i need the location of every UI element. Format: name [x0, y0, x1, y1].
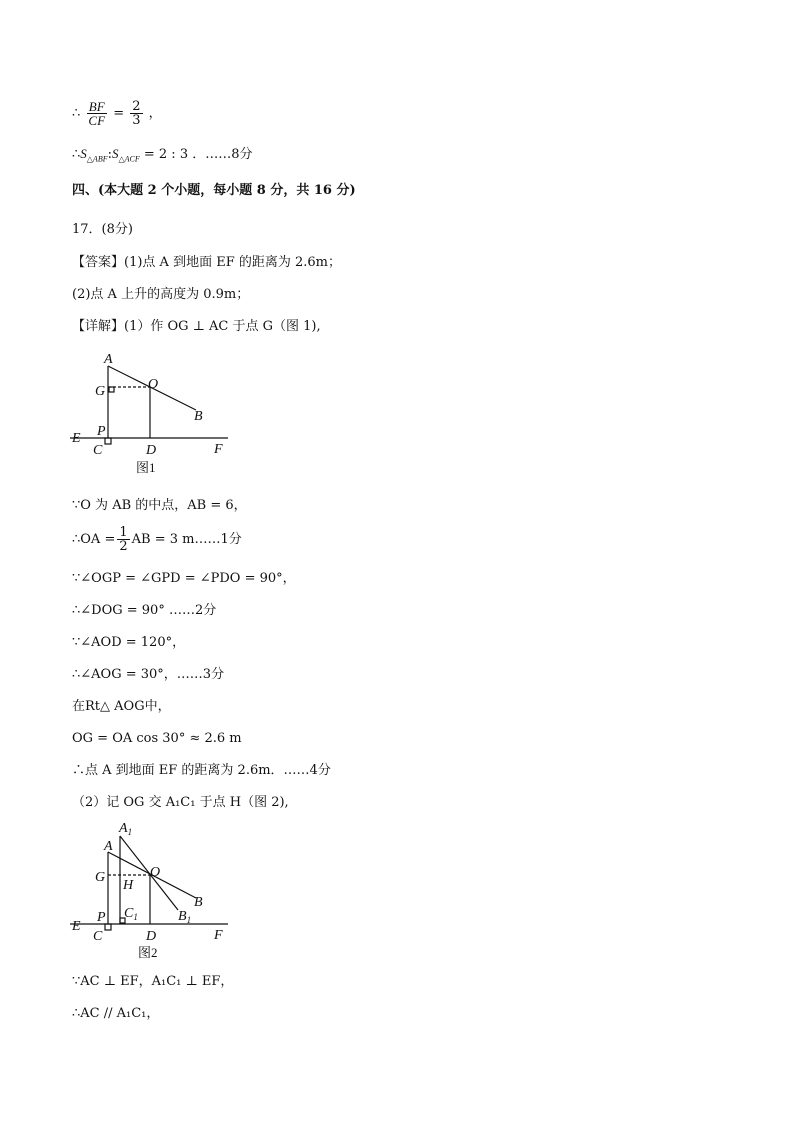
frac-numerator: 2 [132, 99, 141, 114]
answer-line-2: (2)点 A 上升的高度为 0.9m； [72, 287, 250, 302]
fraction-one-half [117, 526, 129, 553]
figure-1-diagram [68, 348, 238, 478]
label-c: C [93, 929, 103, 944]
frac-denominator: 2 [119, 539, 128, 554]
step-2-suffix: AB = 3 m……1分 [131, 532, 242, 547]
step-3: ∵∠OGP = ∠GPD = ∠PDO = 90°， [72, 571, 296, 586]
therefore-symbol: ∴ [72, 147, 81, 162]
label-e: E [72, 431, 81, 446]
step-2 [72, 526, 242, 553]
section-heading: 四、(本大题 2 个小题，每小题 8 分，共 16 分) [72, 183, 356, 198]
ratio-line [72, 100, 162, 127]
label-a: A [104, 352, 113, 367]
right-angle-mark-g [109, 387, 114, 392]
step-4: ∴∠DOG = 90° ……2分 [72, 603, 217, 618]
equals-sign: = [113, 106, 125, 121]
label-c1: $C_1$ [124, 906, 138, 922]
step-2-prefix: ∴OA = [72, 532, 116, 547]
figure-2-caption: 图2 [138, 945, 158, 960]
figure-2-diagram [68, 818, 238, 963]
step-8: OG = OA cos 30° ≈ 2.6 m [72, 731, 242, 746]
detail-line-2: （2）记 OG 交 A₁C₁ 于点 H（图 2), [72, 795, 289, 810]
figure-1-caption: 图1 [136, 460, 156, 475]
question-number: 17．(8分) [72, 222, 133, 237]
fraction-two-thirds [130, 100, 142, 127]
area-symbol: S [80, 146, 87, 161]
step-11: ∴AC // A₁C₁， [72, 1006, 160, 1021]
label-d: D [146, 443, 157, 458]
step-7: 在Rt△ AOG中， [72, 699, 171, 714]
step-9: ∴点 A 到地面 EF 的距离为 2.6m．……4分 [72, 763, 331, 778]
label-p: P [97, 424, 106, 439]
right-angle-mark-c [105, 438, 111, 444]
detail-line-1: 【详解】(1）作 OG ⊥ AC 于点 G（图 1), [72, 319, 321, 334]
label-g: G [95, 870, 106, 885]
label-o: O [150, 865, 161, 880]
label-g: G [95, 384, 106, 399]
answer-line-1: 【答案】(1)点 A 到地面 EF 的距离为 2.6m； [72, 255, 341, 270]
label-a1: $A_1$ [119, 821, 133, 837]
label-b: B [194, 409, 203, 424]
frac-numerator: 1 [119, 525, 128, 540]
step-5: ∵∠AOD = 120°， [72, 635, 186, 650]
comma: ， [148, 106, 162, 121]
area-subscript: △ACF [118, 154, 140, 164]
ratio-score: = 2 : 3 ．……8分 [139, 147, 253, 162]
label-f: F [214, 442, 223, 457]
therefore-symbol: ∴ [72, 106, 81, 121]
step-1: ∵O 为 AB 的中点，AB = 6， [72, 498, 247, 513]
label-o: O [148, 377, 159, 392]
label-e: E [72, 919, 81, 934]
label-a: A [104, 839, 113, 854]
label-b1: $B_1$ [178, 909, 192, 925]
step-6: ∴∠AOG = 30°，……3分 [72, 667, 225, 682]
frac-denominator: CF [88, 113, 106, 128]
label-p: P [97, 910, 106, 925]
label-c: C [93, 443, 103, 458]
area-ratio-line [72, 146, 253, 168]
area-symbol: S [111, 146, 119, 161]
label-h: H [123, 878, 134, 893]
frac-denominator: 3 [132, 113, 141, 128]
colon: : [107, 147, 112, 162]
label-b: B [194, 895, 203, 910]
area-subscript: △ABF [86, 154, 108, 164]
segment-a1b1 [120, 836, 178, 910]
frac-numerator: BF [88, 99, 105, 114]
step-10: ∵AC ⊥ EF，A₁C₁ ⊥ EF， [72, 974, 234, 989]
right-angle-mark-c [105, 924, 111, 930]
label-f: F [214, 928, 223, 943]
fraction-bf-cf [86, 100, 107, 127]
label-d: D [146, 929, 157, 944]
